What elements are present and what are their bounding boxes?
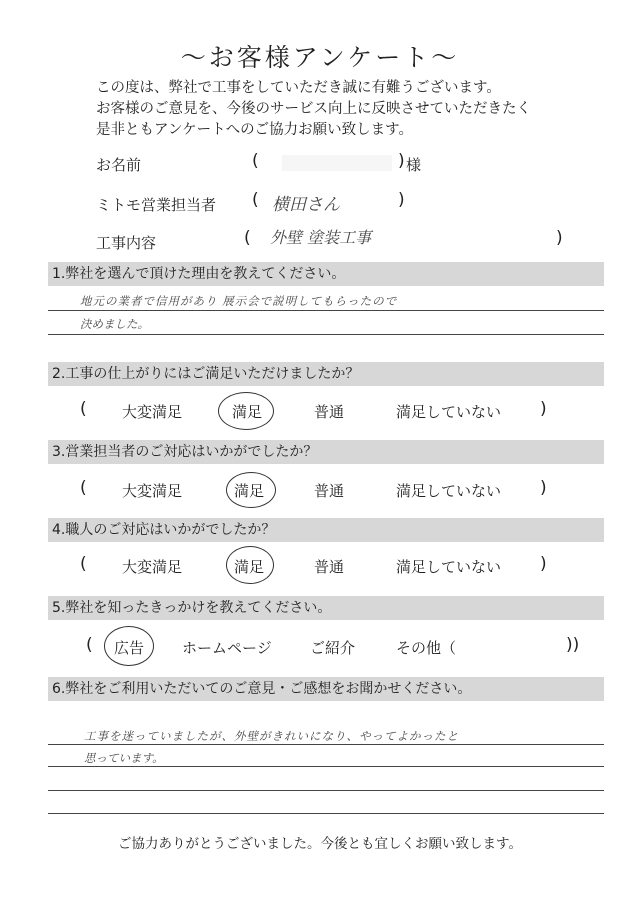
staff-close-paren: )	[398, 190, 405, 210]
staff-open-paren: (	[252, 190, 259, 210]
q4-option: 大変満足	[122, 558, 183, 576]
q5-option: その他（	[396, 639, 457, 657]
q2-option: 満足	[232, 403, 263, 421]
intro-line: この度は、弊社で工事をしていただき誠に有難うございます。	[96, 80, 501, 96]
name-redacted	[282, 155, 392, 171]
q4-option: 満足	[234, 558, 265, 576]
name-suffix: 様	[406, 156, 422, 174]
q4-option: 満足していない	[396, 558, 502, 576]
q4-close-paren: )	[540, 554, 547, 574]
work-value: 外壁 塗装工事	[270, 228, 372, 247]
q2-close-paren: )	[540, 399, 547, 419]
question-2-heading: 2.工事の仕上がりにはご満足いただけましたか？	[48, 362, 604, 386]
q5-open-paren: (	[86, 635, 93, 655]
question-6-heading: 6.弊社をご利用いただいてのご意見・ご感想をお聞かせください。	[48, 677, 604, 701]
footer-text: ご協力ありがとうございました。今後とも宜しくお願い致します。	[118, 836, 522, 852]
work-close-paren: )	[556, 228, 563, 248]
q5-close-paren: ))	[566, 635, 580, 655]
q4-open-paren: (	[80, 554, 87, 574]
q2-option: 満足していない	[396, 403, 502, 421]
q3-open-paren: (	[80, 478, 87, 498]
staff-label: ミトモ営業担当者	[96, 196, 217, 214]
q2-open-paren: (	[80, 399, 87, 419]
q2-option: 大変満足	[122, 403, 183, 421]
q5-option: ご紹介	[310, 639, 356, 657]
q2-selection-circle	[218, 392, 274, 430]
q1-answer-line: 地元の業者で信用があり 展示会で説明してもらったので	[80, 294, 398, 308]
answer-rule	[48, 766, 604, 767]
q3-option: 満足していない	[396, 482, 502, 500]
q3-option: 満足	[234, 482, 265, 500]
q6-answer-line: 工事を迷っていましたが、外壁がきれいになり、やってよかったと	[84, 729, 459, 743]
q3-selection-circle	[226, 472, 276, 508]
name-open-paren: (	[252, 151, 259, 171]
q4-option: 普通	[314, 558, 345, 576]
staff-value: 横田さん	[272, 195, 340, 215]
work-label: 工事内容	[96, 234, 157, 252]
page-title: ～お客様アンケート～	[180, 43, 460, 72]
name-label: お名前	[96, 156, 142, 174]
q1-answer-line: 決めました。	[80, 317, 149, 331]
q3-option: 大変満足	[122, 482, 183, 500]
work-open-paren: (	[244, 228, 251, 248]
intro-text	[96, 78, 531, 141]
answer-rule	[48, 790, 604, 791]
q5-option: ホームページ	[182, 639, 272, 657]
answer-rule	[48, 310, 604, 311]
q5-option: 広告	[114, 639, 145, 657]
question-5-heading: 5.弊社を知ったきっかけを教えてください。	[48, 596, 604, 620]
intro-line: 是非ともアンケートへのご協力お願い致します。	[96, 122, 413, 138]
intro-line: お客様のご意見を、今後のサービス向上に反映させていただきたく	[96, 101, 531, 117]
question-3-heading: 3.営業担当者のご対応はいかがでしたか？	[48, 440, 604, 464]
q6-answer-line: 思っています。	[84, 751, 164, 765]
answer-rule	[48, 334, 604, 335]
q3-close-paren: )	[540, 478, 547, 498]
q2-option: 普通	[314, 403, 345, 421]
name-close-paren: )	[398, 151, 405, 171]
q4-selection-circle	[226, 546, 274, 584]
q5-selection-circle	[104, 626, 154, 666]
answer-rule	[48, 813, 604, 814]
q3-option: 普通	[314, 482, 345, 500]
question-1-heading: 1.弊社を選んで頂けた理由を教えてください。	[48, 262, 604, 286]
answer-rule	[48, 744, 604, 745]
question-4-heading: 4.職人のご対応はいかがでしたか？	[48, 518, 604, 542]
